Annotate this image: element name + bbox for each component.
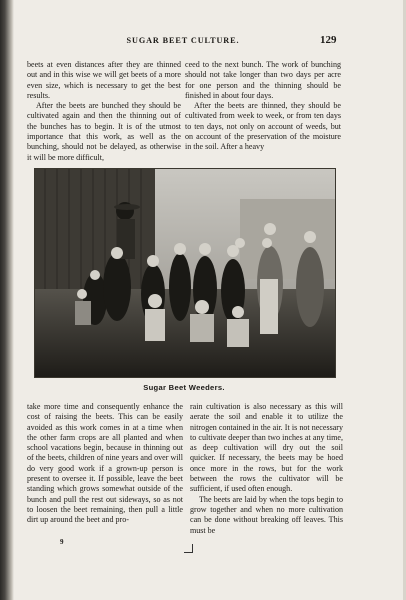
paragraph: rain cultivation is also necessary as this will aerate the soil and enable it to utilize the nitrogen contained in the air. It is not necessary to cultivate deeper than two inches at any time, as deep cultivation will dry out the soil quicker. If necessary, the beets may be hoed once more in the rows, but for the work between the rows the cultivator will be sufficient, if used often enough. — [190, 402, 343, 494]
page-binding-shadow — [0, 0, 14, 600]
corner-mark — [184, 544, 193, 553]
running-head — [0, 36, 406, 50]
running-title: SUGAR BEET CULTURE. — [126, 36, 240, 45]
paragraph: beets at even distances after they are thinned out and in this wise we will get beets of a more even size, which is necessary to get the best results. — [27, 60, 181, 100]
paragraph: After the beets are thinned, they should be cultivated from week to week, or from ten days to ten days, not only on account of weeds, but on account of the preservation of the moisture in the soil. After a heavy — [185, 101, 341, 152]
paragraph: take more time and consequently enhance the cost of raising the beets. This can be easily avoided as this work comes in at a time when the other farm crops are all planted and when school vacations begin, because in thinning out of the beets, children of nine years and over will do very good work if a grown-up person is present to oversee it. If possible, leave the beet standing which grows somewhat outside of the bunch and pull the rest out sideways, so as not to loosen the beet remaining, then pull a little dirt up around the beet and pro- — [27, 402, 183, 525]
photograph-sugar-beet-weeders — [34, 168, 336, 378]
text-column-bottom-right — [190, 402, 343, 536]
paragraph: ceed to the next bunch. The work of bunching should not take longer than two days per acre for one person and the thinning should be finished in about four days. — [185, 60, 341, 100]
text-column-bottom-left — [27, 402, 183, 526]
signature-mark: 9 — [60, 538, 64, 546]
page-number: 129 — [320, 34, 337, 46]
paragraph: The beets are laid by when the tops begin to grow together and when no more cultivation can be done without breaking off leaves. This must be — [190, 494, 343, 535]
text-column-top-right — [185, 60, 341, 153]
figure-caption: Sugar Beet Weeders. — [143, 383, 225, 392]
paragraph: After the beets are bunched they should be cultivated again and then the thinning out of the bunches has to begin. It is of the utmost importance that this work, as well as the bunching, should not be delayed, as otherwise it will be more difficult, — [27, 101, 181, 162]
text-column-top-left — [27, 60, 181, 163]
